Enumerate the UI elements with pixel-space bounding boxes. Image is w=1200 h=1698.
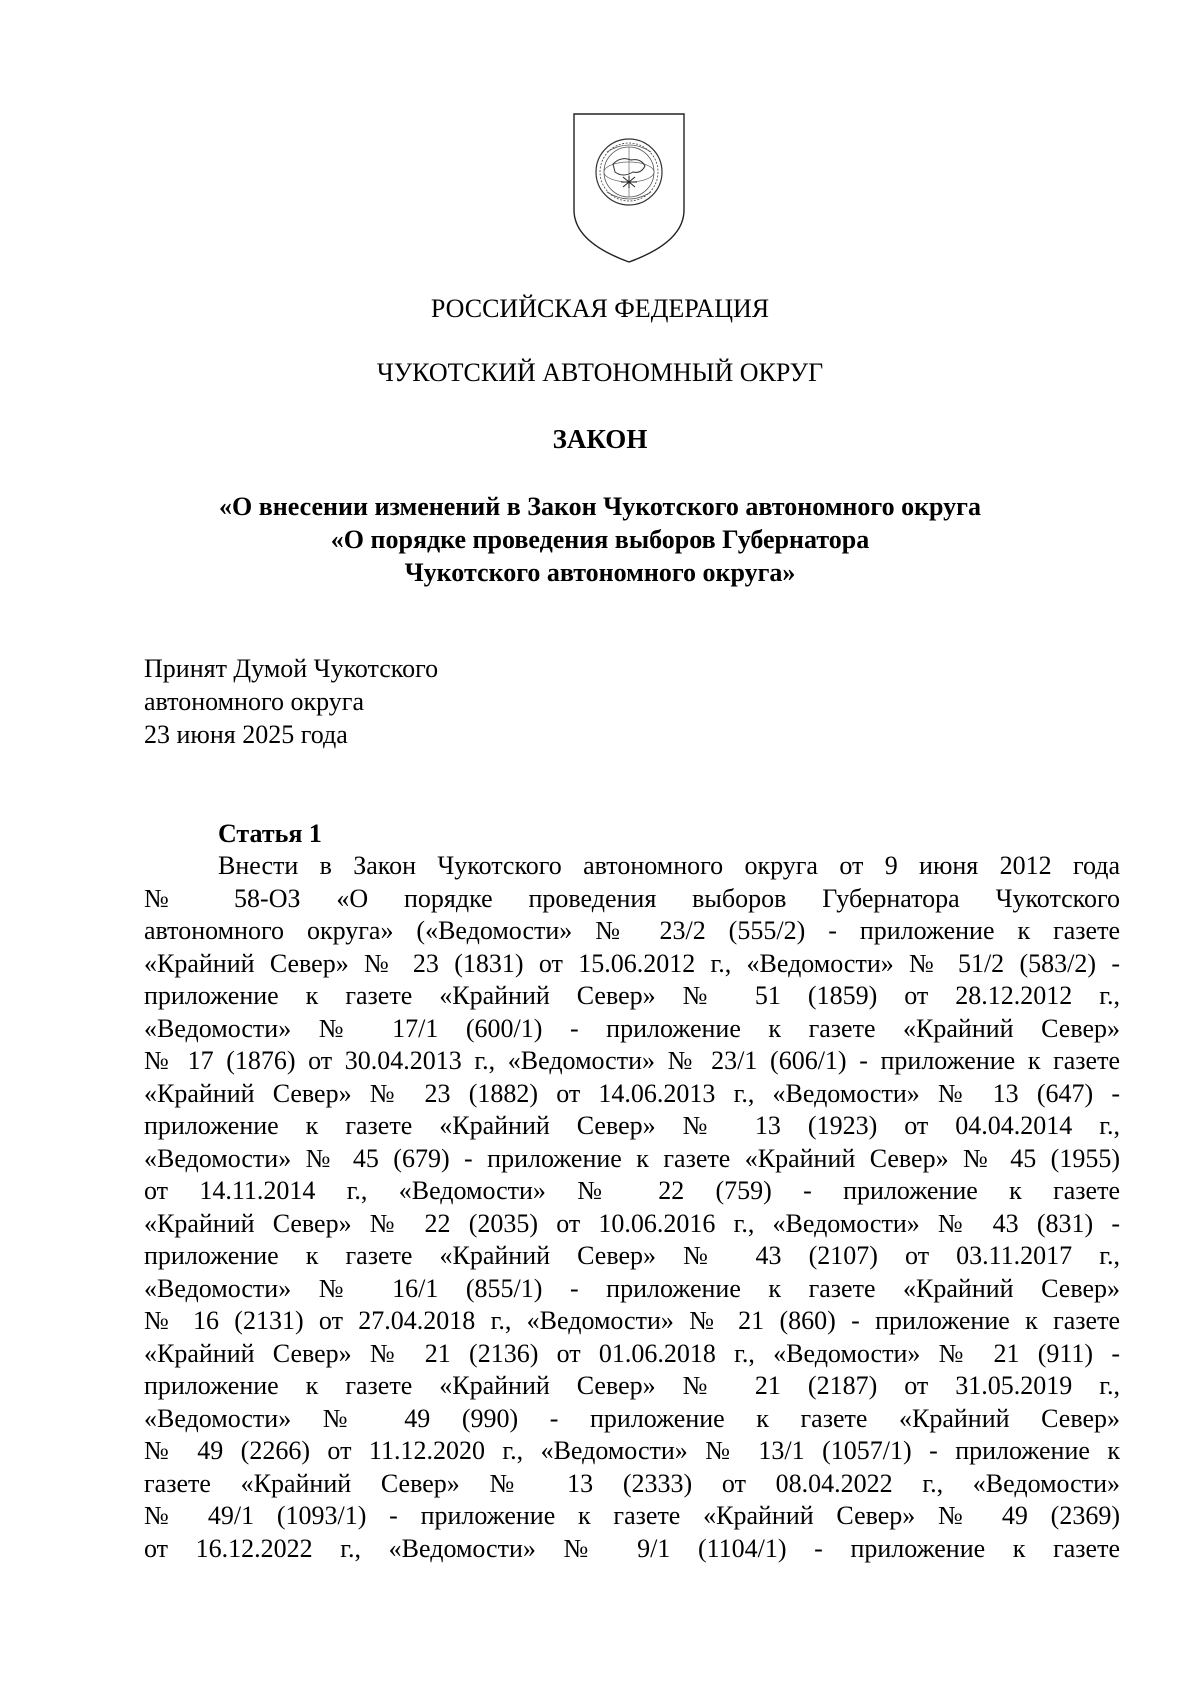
country-name: РОССИЙСКАЯ ФЕДЕРАЦИЯ	[430, 294, 770, 323]
article-line: Внести в Закон Чукотского автономного округа от 9 июня 2012 года	[218, 851, 1120, 880]
law-title	[0, 490, 1200, 589]
adoption-info	[144, 652, 438, 751]
region-name: ЧУКОТСКИЙ АВТОНОМНЫЙ ОКРУГ	[376, 358, 824, 387]
law-title-line: «О порядке проведения выборов Губернатора	[330, 525, 870, 554]
article-line: «Ведомости» № 16/1 (855/1) - приложение к газете «Крайний Север»	[144, 1273, 1120, 1303]
article-line: «Крайний Север» № 21 (2136) от 01.06.2018 г., «Ведомости» № 21 (911) -	[144, 1338, 1120, 1368]
article-line: автономного округа» («Ведомости» № 23/2 (555/2) - приложение к газете	[144, 916, 1120, 945]
law-title-line: «О внесении изменений в Закон Чукотского автономного округа	[219, 492, 981, 521]
law-title-line: Чукотского автономного округа»	[404, 558, 796, 587]
article-heading: Статья 1	[218, 819, 322, 848]
article-line: газете «Крайний Север» № 13 (2333) от 08.04.2022 г., «Ведомости»	[144, 1468, 1120, 1498]
article-line: от 16.12.2022 г., «Ведомости» № 9/1 (1104/1) - приложение к газете	[144, 1533, 1120, 1563]
article-line: № 49 (2266) от 11.12.2020 г., «Ведомости» № 13/1 (1057/1) - приложение к	[144, 1436, 1120, 1465]
article-line: «Крайний Север» № 23 (1831) от 15.06.2012 г., «Ведомости» № 51/2 (583/2) -	[144, 948, 1120, 978]
article-line: № 16 (2131) от 27.04.2018 г., «Ведомости» № 21 (860) - приложение к газете	[144, 1306, 1120, 1335]
article-line: № 58-ОЗ «О порядке проведения выборов Губернатора Чукотского	[144, 883, 1120, 913]
adoption-date: 23 июня 2025 года	[144, 720, 348, 749]
article-line: «Ведомости» № 49 (990) - приложение к газете «Крайний Север»	[144, 1403, 1120, 1433]
document-type: ЗАКОН	[552, 424, 648, 454]
article-line: «Ведомости» № 45 (679) - приложение к газете «Крайний Север» № 45 (1955)	[144, 1143, 1120, 1173]
article-line: приложение к газете «Крайний Север» № 13 (1923) от 04.04.2014 г.,	[144, 1111, 1120, 1140]
article-line: № 49/1 (1093/1) - приложение к газете «Крайний Север» № 49 (2369)	[144, 1501, 1120, 1530]
article-line: «Ведомости» № 17/1 (600/1) - приложение к газете «Крайний Север»	[144, 1013, 1120, 1043]
article-line: «Крайний Север» № 23 (1882) от 14.06.2013 г., «Ведомости» № 13 (647) -	[144, 1078, 1120, 1108]
article-body	[144, 850, 1120, 1565]
article-line: приложение к газете «Крайний Север» № 43 (2107) от 03.11.2017 г.,	[144, 1241, 1120, 1270]
coat-of-arms-emblem	[571, 112, 687, 264]
article-line: приложение к газете «Крайний Север» № 21 (2187) от 31.05.2019 г.,	[144, 1371, 1120, 1400]
adoption-line: Принят Думой Чукотского	[144, 654, 439, 683]
article-line: № 17 (1876) от 30.04.2013 г., «Ведомости» № 23/1 (606/1) - приложение к газете	[144, 1046, 1120, 1075]
article-line: от 14.11.2014 г., «Ведомости» № 22 (759) - приложение к газете	[144, 1176, 1120, 1205]
adoption-line: автономного округа	[144, 687, 364, 716]
article-line: «Крайний Север» № 22 (2035) от 10.06.2016 г., «Ведомости» № 43 (831) -	[144, 1208, 1120, 1238]
article-line: приложение к газете «Крайний Север» № 51 (1859) от 28.12.2012 г.,	[144, 981, 1120, 1010]
